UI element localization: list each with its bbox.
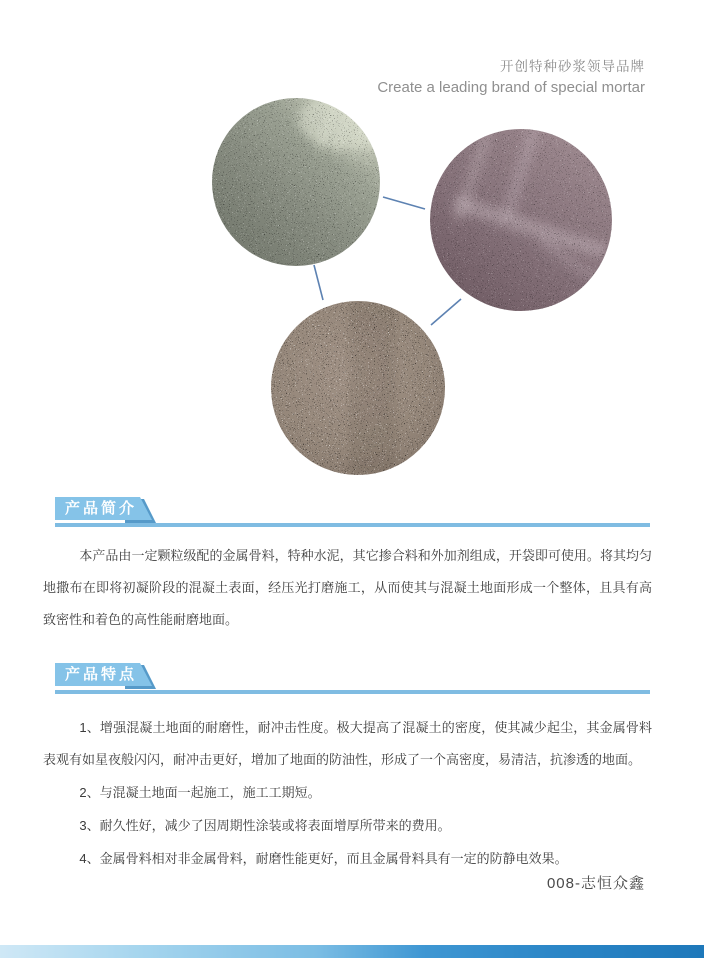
product-intro-text: 本产品由一定颗粒级配的金属骨料，特种水泥，其它掺合料和外加剂组成，开袋即可使用。将其均匀地撒布在即将初凝阶段的混凝土表面，经压光打磨施工，从而使其与混凝土地面形成一个整体，且具有高致密性和着色的高性能耐磨地面。 xyxy=(43,548,652,627)
section-banner-product-features xyxy=(55,663,165,693)
section-divider xyxy=(55,690,650,694)
feature-item: 1、增强混凝土地面的耐磨性，耐冲击性度。极大提高了混凝土的密度，使其减少起尘，其金属骨料表观有如星夜般闪闪，耐冲击更好，增加了地面的防油性，形成了一个高密度，易清洁，抗渗透的地面。 xyxy=(43,720,652,767)
sample-photo-3 xyxy=(271,301,445,475)
feature-item: 3、耐久性好，减少了因周期性涂装或将表面增厚所带来的费用。 xyxy=(79,818,451,833)
section-divider xyxy=(55,523,650,527)
footer-accent-bar xyxy=(0,945,704,958)
feature-item: 2、与混凝土地面一起施工，施工工期短。 xyxy=(79,785,321,800)
brand-slogan-en: Create a leading brand of special mortar xyxy=(377,79,645,96)
product-intro-block xyxy=(43,540,652,636)
connector-line-1 xyxy=(383,197,425,209)
connector-line-2 xyxy=(314,265,323,300)
sample-photo-2 xyxy=(430,129,612,311)
section-title-product-intro: 产品简介 xyxy=(65,500,138,517)
section-title-product-features: 产品特点 xyxy=(65,666,138,683)
product-features-block xyxy=(43,712,652,876)
connector-line-3 xyxy=(431,299,461,325)
sample-photo-1 xyxy=(212,90,402,266)
feature-item: 4、金属骨料相对非金属骨料，耐磨性能更好，而且金属骨料具有一定的防静电效果。 xyxy=(79,851,568,866)
page-footer-code: 008-志恒众鑫 xyxy=(546,875,645,892)
product-sample-photos xyxy=(200,90,640,480)
brand-slogan-zh: 开创特种砂浆领导品牌 xyxy=(500,59,645,74)
